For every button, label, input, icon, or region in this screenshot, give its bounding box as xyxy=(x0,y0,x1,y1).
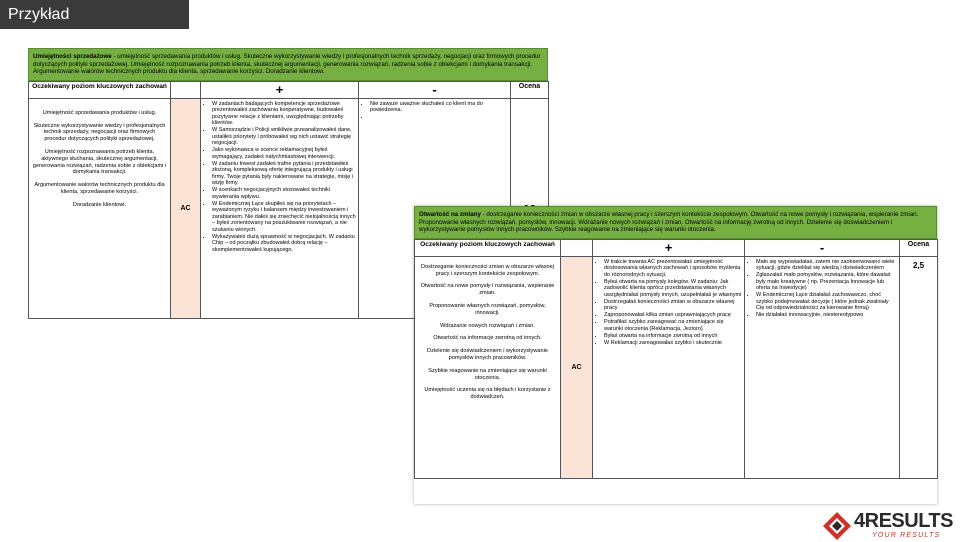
ac-column-header xyxy=(561,239,593,256)
plus-item: • Byłaś otwarta na informacje zwrotną od innych xyxy=(604,333,742,340)
assessment-table xyxy=(414,239,938,479)
slide-title: Przykład xyxy=(0,0,189,29)
behavior-item: Skuteczne wykorzystywanie wiedzy i profesjonalnych technik sprzedaży, negocjacji oraz firmowych procedur dotyczących polityki sprzedażowej. xyxy=(33,122,166,143)
logo-text: 4RESULTS xyxy=(854,510,953,532)
minus-item: • W Endemicznej Łące działałaś zachowawczo, choć szybko podejmowałaś decyzje ( które jednak zwalniały Cię od odpowiedzialności za kierowanie firmą) xyxy=(756,292,897,312)
behavior-column-header: Oczekiwany poziom kluczowych zachowań xyxy=(29,81,171,98)
behavior-item: Doradzanie klientowi. xyxy=(72,201,127,208)
behavior-item: Umiejętność uczenia się na błędach i korzystanie z doświadczeń. xyxy=(424,387,551,401)
table-header-row xyxy=(29,81,549,98)
plus-column-header: + xyxy=(593,239,745,256)
logo-mark-icon xyxy=(822,511,852,541)
behavior-item: Otwartość na nowe pomysły i rozwiązania, wspieranie zmian. xyxy=(420,283,555,297)
plus-item: • W scenkach negocjacyjnych stosowałeś techniki wywierania wpływu. xyxy=(212,187,356,200)
minus-observations xyxy=(745,256,900,478)
behavior-item: Dostrzeganie konieczności zmian w obszarze własnej pracy i szerszym kontekście zespołowym. xyxy=(420,263,555,277)
competency-name: Otwartość na zmiany xyxy=(419,211,481,218)
plus-item: • Dostrzegałaś konieczności zmian w obszarze własnej pracy xyxy=(604,299,742,312)
plus-item: • Zaproponowałaś kilka zmian usprawniających pracę xyxy=(604,312,742,319)
score-column-header: Ocena xyxy=(900,239,938,256)
minus-item: • Mało się wypowiadałaś, zatem nie zaobserwowano wiele sytuacji, gdzie dzieliłaś się wiedzą i doświadczeniem xyxy=(756,259,897,272)
plus-item: • Potrafiłaś szybko zareagować na zmieniające się warunki otoczenia (Reklamacja, Jezioro) xyxy=(604,319,742,332)
score-column-header: Ocena xyxy=(511,81,549,98)
minus-item: • Zgłaszałaś mało pomysłów, rozwiązania, które dawałaś były mało kreatywne ( np. Prezentacja Innowacje lub oferta na Inwestycje) xyxy=(756,272,897,292)
plus-item: • W Reklamacji zareagowałaś szybko i skutecznie xyxy=(604,340,742,347)
logo-tagline: YOUR RESULTS xyxy=(872,532,941,539)
behavior-item: Wdrażanie nowych rozwiązań i zmian. xyxy=(440,322,535,329)
competency-description: - umiejętność sprzedawania produktów i usług. Skuteczne wykorzystywanie wiedzy i profesjonalnych technik sprzedaży, negocjacji oraz firmowych procedur dotyczących polityki sprzedażowej. Umiejętność rozpoznawania potrzeb klienta, skutecznej argumentacji, generowania rozwiązań, radzenia sobie z obiekcjami i domykania transakcji. Argumentowanie walorów technicznych produktu dla klienta, sprzedawanie korzyści. Doradzanie klientowi. xyxy=(33,53,541,76)
plus-column-header: + xyxy=(201,81,359,98)
behavior-list xyxy=(415,256,561,478)
company-logo xyxy=(822,510,958,542)
competency-name: Umiejętności sprzedażowe xyxy=(33,53,112,60)
plus-item: • Wykazywałeś dużą sprawność w negocjacjach. W zadaniu Chip – od początku zbudowałeś dobrą relację – skomplementowałeś kupującego. xyxy=(212,234,356,254)
behavior-item: Umiejętność sprzedawania produktów i usług. xyxy=(42,109,157,116)
behavior-item: Argumentowanie walorów technicznych produktu dla klienta, sprzedawanie korzyści. xyxy=(34,182,165,195)
table-header-row xyxy=(415,239,938,256)
score-value: 2,5 xyxy=(900,256,938,478)
behavior-item: Umiejętność rozpoznawania potrzeb klienta, aktywnego słuchania, skutecznej argumentacji, generowania rozwiązań, radzenia sobie z obiekcjami i domykania transakcji. xyxy=(32,148,167,176)
behavior-item: Otwartość na informacje zwrotną od innych. xyxy=(433,335,542,342)
competency-sheet-openness xyxy=(414,206,937,504)
behavior-list xyxy=(29,98,171,318)
competency-header xyxy=(414,206,937,239)
plus-observations xyxy=(593,256,745,478)
plus-item: • W zadaniu Inwest zadałeś trafne pytania i przedstawiłeś złożoną, kompleksową ofertę integrującą produkty i usługi firmy. Twoje pytania były nakierowane na strategię, misję i wizję firmy. xyxy=(212,161,356,187)
table-row xyxy=(415,256,938,478)
behavior-item: Dzielenie się doświadczeniem i wykorzystywanie pomysłów innych pracowników. xyxy=(427,348,548,361)
plus-item: • W zadaniach badających kompetencje sprzedażowe prezentowałeś zachowania kooperatywne, budowałeś pozytywne relacje z klientami, uwzględniając potrzeby klientów. xyxy=(212,101,356,127)
competency-header xyxy=(28,48,548,81)
plus-item: • W trakcie trwania AC prezentowałaś umiejętność dostosowania własnych zachowań i sposobów myślenia do różnorodnych sytuacji. xyxy=(604,259,742,279)
minus-column-header: - xyxy=(745,239,900,256)
plus-item: • Byłaś otwarta na pomysły kolegów. W zadaniu: Jak zadowolić klienta oprócz przedstawiania własnych uwzględniałaś pomysły innych, uzupełniałaś je własnymi xyxy=(604,279,742,299)
plus-item: • Jako wykonawca w scence reklamacyjnej byłeś wymagający, zadałeś natychmiastowej interwencji. xyxy=(212,147,356,160)
plus-item: • W Samorządzie i Policji wnikliwie przeanalizowałeś dane, ustaliłeś priorytety i próbowałeś wg nich ustawić strategię negocjacji. xyxy=(212,127,356,147)
plus-observations xyxy=(201,98,359,318)
ac-column-header xyxy=(171,81,201,98)
minus-column-header: - xyxy=(359,81,511,98)
ac-label: AC xyxy=(171,98,201,318)
behavior-item: Szybkie reagowanie na zmieniające się warunki otoczenia. xyxy=(428,367,547,381)
ac-label: AC xyxy=(561,256,593,478)
minus-item xyxy=(370,114,508,121)
minus-item: • Nie działałaś innowacyjnie, niestereotypowo xyxy=(756,312,897,319)
minus-item: • Nie zawsze uważnie słuchałeś co klient ma do powiedzenia. xyxy=(370,101,508,114)
competency-description: - dostrzeganie konieczności zmian w obszarze własnej pracy i szerszym kontekście zespołowym. Otwartość na nowe pomysły i rozwiązania, wspieranie zmian. Proponowanie własnych rozwiązań, pomysłów, innowacji. Wdrażanie nowych rozwiązań i zmian. Otwartość na informację zwrotną od innych. Dzielenie się doświadczeniem i wykorzystywanie pomysłów innych pracowników. Szybkie reagowanie na zmieniające się warunki otoczenia. xyxy=(419,211,919,234)
behavior-item: Proponowanie własnych rozwiązań, pomysłów, innowacji. xyxy=(429,302,546,316)
plus-item: • W Endemicznej Łące skupiłeś się na priorytetach – wyważonym ryzyku i balansem między inwestowaniem i zarabianiem. Nie dałeś się zniechęcić nielojalnością innych – byłeś zorientowany na poszukiwanie rozwiązań, a nie szukaniu winnych. xyxy=(212,201,356,234)
behavior-column-header: Oczekiwany poziom kluczowych zachowań xyxy=(415,239,561,256)
